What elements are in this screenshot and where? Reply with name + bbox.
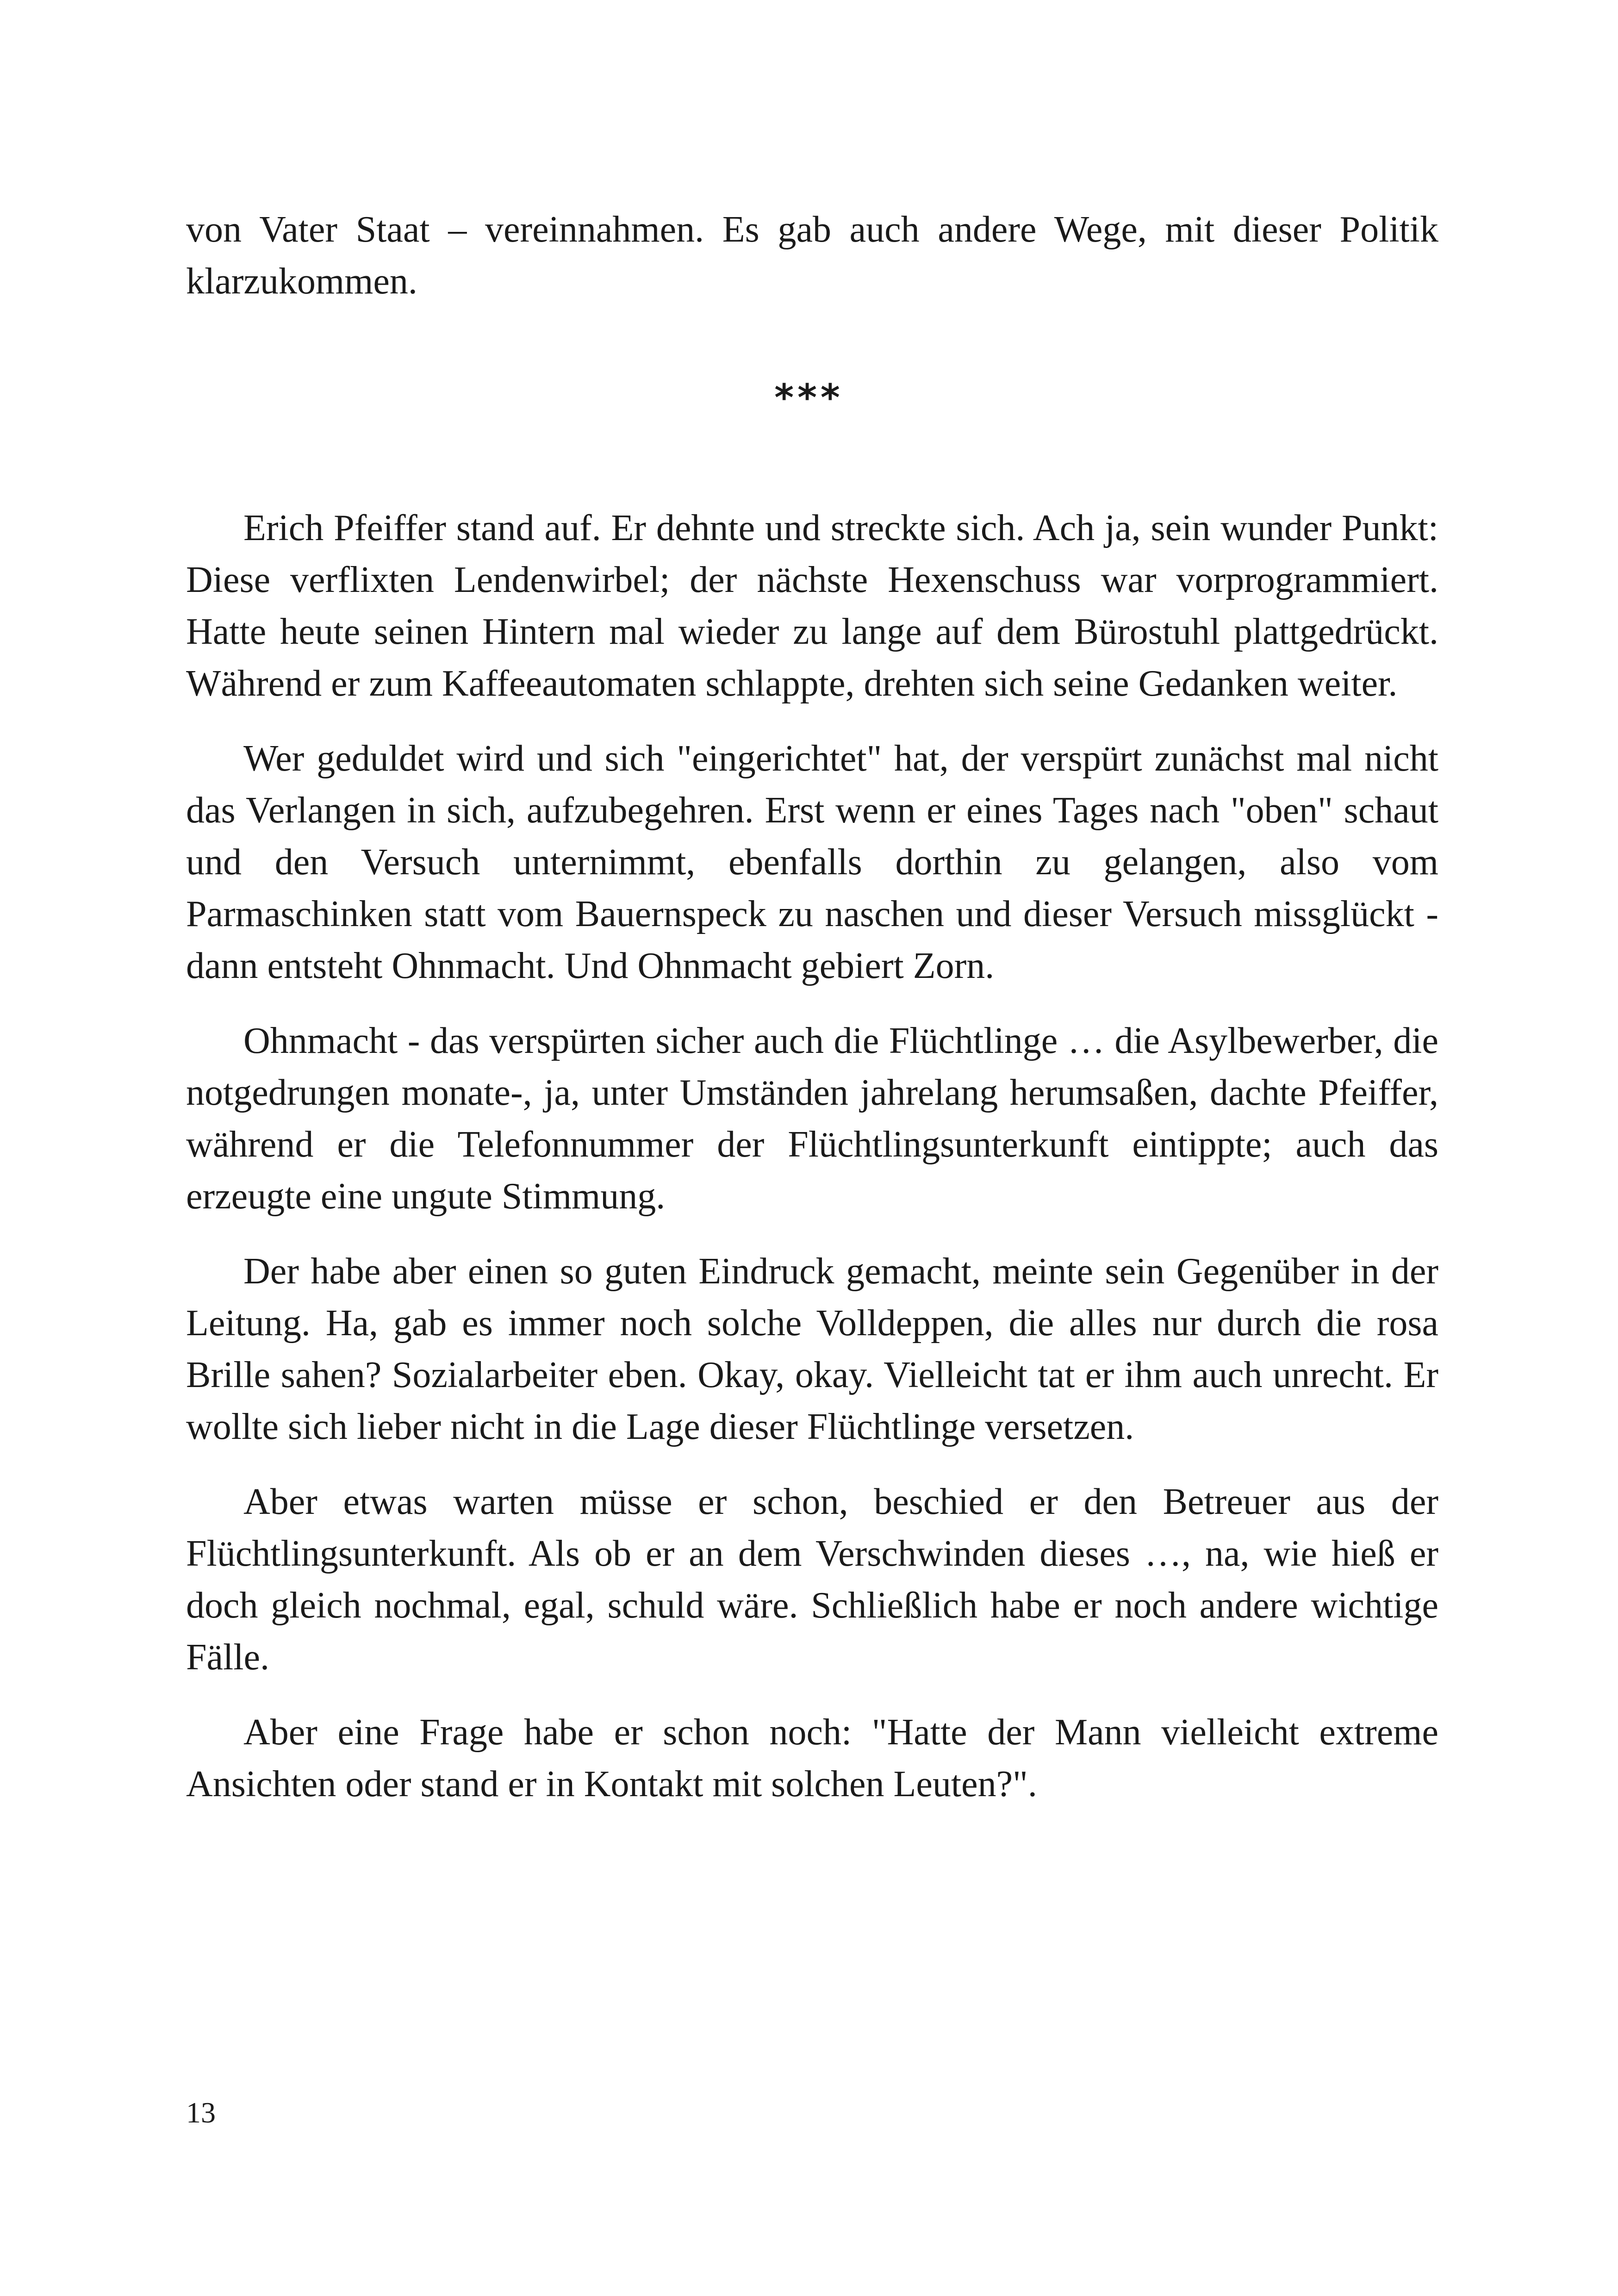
paragraph-2: Wer geduldet wird und sich "eingerichtet" hat, der verspürt zunächst mal nicht das Verlangen in sich, aufzubegehren. Erst wenn er eines Tages nach "oben" schaut und den Versuch unternimmt, ebenfalls dorthin zu gelangen, also vom Parmaschinken statt vom Bauernspeck zu naschen und dieser Versuch missglückt - dann entsteht Ohnmacht. Und Ohnmacht gebiert Zorn. (186, 738, 1438, 986)
paragraph-4: Der habe aber einen so guten Eindruck gemacht, meinte sein Gegenüber in der Leitung. Ha, gab es immer noch solche Volldeppen, die alles nur durch die rosa Brille sahen? Sozialarbeiter eben. Okay, okay. Vielleicht tat er ihm auch unrecht. Er wollte sich lieber nicht in die Lage dieser Flüchtlinge versetzen. (186, 1251, 1438, 1447)
body-text (186, 502, 1438, 1810)
intro-paragraph (186, 204, 1438, 307)
paragraph-1: Erich Pfeiffer stand auf. Er dehnte und streckte sich. Ach ja, sein wunder Punkt: Diese verflixten Lendenwirbel; der nächste Hexenschuss war vorprogrammiert. Hatte heute seinen Hintern mal wieder zu lange auf dem Bürostuhl plattgedrückt. Während er zum Kaffeeautomaten schlappte, drehten sich seine Gedanken weiter. (186, 508, 1438, 704)
paragraph-6: Aber eine Frage habe er schon noch: "Hatte der Mann vielleicht extreme Ansichten oder stand er in Kontakt mit solchen Leuten?". (186, 1712, 1438, 1804)
page-number: 13 (186, 2096, 216, 2129)
intro-text: von Vater Staat – vereinnahmen. Es gab auch andere Wege, mit dieser Politik klarzukommen. (186, 209, 1438, 302)
paragraph-3: Ohnmacht - das verspürten sicher auch die Flüchtlinge … die Asylbewerber, die notgedrungen monate-, ja, unter Umständen jahrelang herumsaßen, dachte Pfeiffer, während er die Telefonnummer der Flüchtlingsunterkunft eintippte; auch das erzeugte eine ungute Stimmung. (186, 1020, 1438, 1217)
paragraph-5: Aber etwas warten müsse er schon, beschied er den Betreuer aus der Flüchtlingsunterkunft. Als ob er an dem Verschwinden dieses …, na, wie hieß er doch gleich nochmal, egal, schuld wäre. Schließlich habe er noch andere wichtige Fälle. (186, 1481, 1438, 1678)
section-separator: *** (774, 376, 844, 419)
